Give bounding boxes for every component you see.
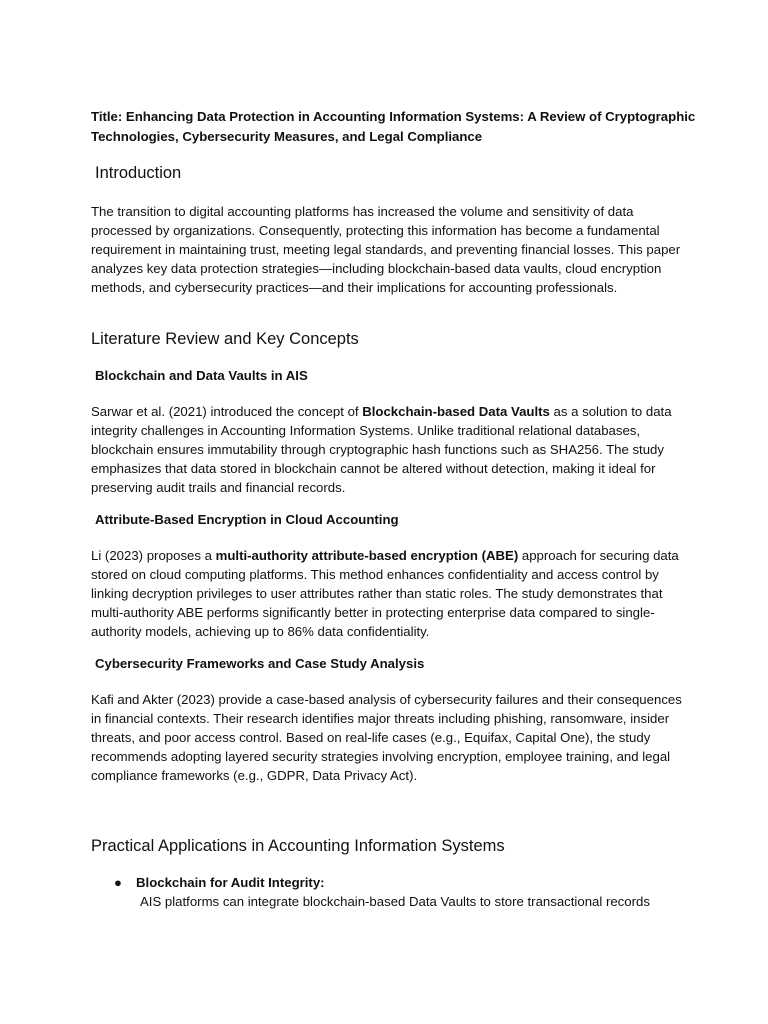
bullet-icon: ● (114, 875, 122, 890)
practical-applications-heading: Practical Applications in Accounting Information Systems (91, 837, 505, 855)
abe-subheading: Attribute-Based Encryption in Cloud Accounting (95, 512, 399, 527)
abe-paragraph-end: approach for securing data stored on cloud computing platforms. This method enhances confidentiality and access control by linking decryption privileges to user attributes rather than static roles. The study demonstrates that multi-authority ABE performs significantly better in protecting enterprise data compared to single-authority models, achieving up to 86% data confidentiality. (91, 548, 679, 639)
bullet-heading-audit-integrity: Blockchain for Audit Integrity: (136, 875, 325, 890)
abe-paragraph (91, 546, 691, 641)
blockchain-subheading: Blockchain and Data Vaults in AIS (95, 368, 308, 383)
bullet-text-audit-integrity: AIS platforms can integrate blockchain-based Data Vaults to store transactional records (140, 894, 650, 909)
cybersecurity-paragraph: Kafi and Akter (2023) provide a case-based analysis of cybersecurity failures and their consequences in financial contexts. Their research identifies major threats including phishing, ransomware, insider threats, and poor access control. Based on real-life cases (e.g., Equifax, Capital One), the study recommends adopting layered security strategies involving encryption, employee training, and legal compliance frameworks (e.g., GDPR, Data Privacy Act). (91, 692, 682, 783)
introduction-paragraph: The transition to digital accounting platforms has increased the volume and sensitivity of data processed by organizations. Consequently, protecting this information has become a fundamental requirement in maintaining trust, meeting legal standards, and preventing financial losses. This paper analyzes key data protection strategies—including blockchain-based data vaults, cloud encryption methods, and cybersecurity practices—and their implications for accounting professionals. (91, 204, 681, 295)
blockchain-paragraph (91, 402, 691, 497)
introduction-heading: Introduction (95, 164, 182, 182)
abe-paragraph-start: Li (2023) proposes a (91, 548, 216, 563)
blockchain-paragraph-end: as a solution to data integrity challenges in Accounting Information Systems. Unlike traditional relational databases, blockchain ensures immutability through cryptographic hash functions such as SHA256. The study emphasizes that data stored in blockchain cannot be altered without detection, making it ideal for preserving audit trails and financial records. (91, 404, 672, 495)
literature-review-heading: Literature Review and Key Concepts (91, 330, 359, 348)
blockchain-data-vaults-term: Blockchain-based Data Vaults (362, 404, 550, 419)
document-title: Title: Enhancing Data Protection in Accounting Information Systems: A Review of Cryptographic Technologies, Cybersecurity Measures, and Legal Compliance (91, 109, 696, 144)
abe-term: multi-authority attribute-based encryption (ABE) (215, 548, 519, 563)
blockchain-paragraph-start: Sarwar et al. (2021) introduced the concept of (91, 404, 363, 419)
cybersecurity-subheading: Cybersecurity Frameworks and Case Study Analysis (95, 656, 425, 671)
